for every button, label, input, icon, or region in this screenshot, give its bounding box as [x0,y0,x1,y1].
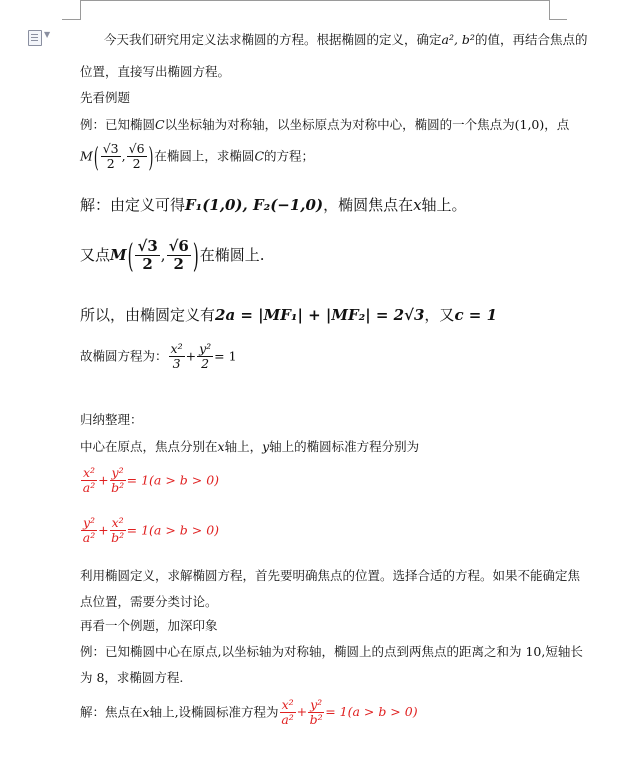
solution-text-g: ，又 [424,306,455,324]
frac-y2-over-a2 [81,516,97,546]
example2-text-2: 为 8，求椭圆方程. [80,670,184,685]
math-M: M [110,245,127,264]
paragraph-intro-line1 [104,30,587,48]
math-x: x [413,196,422,214]
method-line2 [80,592,218,610]
method-text-1: 利用椭圆定义，求解椭圆方程，首先要明确焦点的位置。选择合适的方程。如果不能确定焦 [80,568,581,583]
frac-den: 2 [132,156,141,172]
frac-den: a² [281,712,294,728]
frac-sqrt3-over-2 [101,142,121,172]
example1-text-e: 的方程； [264,148,315,164]
example2-solution-text-a: 解：焦点在 [80,704,143,720]
crop-mark-left-h [62,19,80,20]
solution-text-a: 解：由定义可得 [80,196,186,214]
paren-close: ) [192,235,199,276]
example1-line2: M( $\frac{√3}{2}$ , $\frac{√6}{2}$ )在椭圆上，求椭圆C的方程； [80,140,315,174]
math-condition: = 1(a > b > 0) [126,522,220,538]
solution-text-e: 在椭圆上. [199,245,265,264]
paren-open: ( [93,140,99,174]
frac-num: y² [310,697,323,712]
solution-line3 [80,304,497,325]
math-condition: = 1(a > b > 0) [325,704,418,720]
summary-text-a: 中心在原点，焦点分别在 [80,439,218,454]
frac-num: √3 [137,237,158,255]
frac-num: √6 [128,141,145,156]
example1-text-d: 在椭圆上，求椭圆 [154,148,255,164]
standard-eq-x-axis: $\frac{\text{x²}}{\text{a²}}$ + $\frac{\text{y²}}{\text{b²}}$ = 1(a > b > 0) [82,465,220,496]
math-a2-b2: a², b² [441,32,475,47]
example1-text-c: ，点 [544,117,570,132]
example2-text-1: 例：已知椭圆中心在原点,以坐标轴为对称轴，椭圆上的点到两焦点的距离之和为 10,短轴长 [80,644,583,659]
frac-y2-over-2 [197,342,213,372]
frac-num: y² [111,465,124,480]
frac-den: b² [111,480,125,496]
math-condition: = 1(a > b > 0) [126,472,220,488]
math-C: C [155,117,165,132]
math-x: x [142,704,150,720]
frac-x2-over-a2 [280,698,296,728]
crop-mark-left-v [80,0,81,20]
solution-line2: 又点M( $\frac{√3}{2}$ , $\frac{√6}{2}$ )在椭圆上. [80,235,265,276]
method-text-2: 点位置，需要分类讨论。 [80,594,218,609]
math-focus: (1,0) [514,117,545,132]
frac-den: a² [82,480,96,496]
intro-text-a: 今天我们研究用定义法求椭圆的方程。根据椭圆的定义，确定 [104,32,442,47]
math-C: C [254,148,265,164]
frac-den: 2 [201,356,210,372]
frac-y2-over-b2 [110,466,126,496]
heading-example-text: 先看例题 [80,90,131,105]
frac-num: x² [83,465,96,480]
frac-x2-over-3 [169,342,185,372]
summary-text-b: 轴上， [224,439,263,454]
solution-text-d: 又点 [80,245,111,264]
frac-num: √3 [102,141,119,156]
result-text: 故椭圆方程为： [80,348,168,364]
paren-open: ( [127,235,134,276]
solution-text-c: 轴上。 [421,196,467,214]
paragraph-intro-line2 [80,62,230,80]
math-c-eq: c = 1 [454,306,498,324]
frac-den: 2 [173,255,184,274]
heading-example [80,88,130,106]
crop-mark-right-h [549,19,567,20]
method-line1 [80,566,580,584]
math-M: M [80,148,93,164]
math-foci: F₁(1,0), F₂(−1,0) [185,196,324,214]
math-eq1: = 1 [214,348,237,364]
frac-num: x² [281,697,294,712]
standard-eq-y-axis: $\frac{\text{y²}}{\text{a²}}$ + $\frac{\text{x²}}{\text{b²}}$ = 1(a > b > 0) [82,515,220,546]
example2-line2 [80,668,183,686]
frac-den: 3 [172,356,181,372]
frac-den: b² [309,712,323,728]
crop-mark-top-line [80,0,550,1]
heading-example2-text: 再看一个例题，加深印象 [80,618,218,633]
heading-summary-text: 归纳整理： [80,412,143,427]
example1-text-b: 以坐标轴为对称轴，以坐标原点为对称中心，椭圆的一个焦点为 [164,117,515,132]
frac-num: x² [170,341,183,356]
math-definition-eq: 2a = |MF₁| + |MF₂| = 2√3 [215,306,425,324]
frac-sqrt6-over-2 [127,142,147,172]
example2-line1 [80,642,583,660]
solution-line1 [80,194,467,215]
frac-sqrt6-over-2 [167,238,191,274]
math-x: x [217,439,225,454]
heading-example2 [80,616,218,634]
solution-result: 故椭圆方程为： $\frac{\text{x²}}{3}$ + $\frac{\text{y²}}{2}$ = 1 [80,341,237,372]
chevron-down-icon[interactable]: ▼ [44,30,51,39]
frac-x2-over-a2 [81,466,97,496]
example2-solution-text-b: 轴上,设椭圆标准方程为 [149,704,279,720]
solution-text-f: 所以，由椭圆定义有 [80,306,216,324]
intro-text-b: 的值，再结合焦点的 [474,32,588,47]
frac-num: x² [111,515,124,530]
example2-solution: 解：焦点在x轴上,设椭圆标准方程为 $\frac{\text{x²}}{\text{a²}}$ + $\frac{\text{y²}}{\text{b²}}$ = 1(a > b > 0) [80,697,418,728]
summary-text-c: 轴上的椭圆标准方程分别为 [269,439,420,454]
frac-den: a² [82,530,96,546]
frac-y2-over-b2 [308,698,324,728]
frac-num: y² [199,341,212,356]
document-icon[interactable] [28,30,42,46]
intro-line2-text: 位置，直接写出椭圆方程。 [80,64,231,79]
example1-line1 [80,115,569,133]
frac-den: 2 [142,255,153,274]
solution-text-b: ，椭圆焦点在 [323,196,414,214]
crop-mark-right-v [549,0,550,20]
frac-den: 2 [106,156,115,172]
heading-summary [80,410,143,428]
frac-num: y² [83,515,96,530]
frac-sqrt3-over-2 [135,238,159,274]
frac-x2-over-b2 [110,516,126,546]
summary-line [80,437,419,455]
math-y: y [262,439,270,454]
example1-text-a: 例：已知椭圆 [80,117,156,132]
paren-close: ) [148,140,154,174]
frac-den: b² [111,530,125,546]
frac-num: √6 [168,237,189,255]
